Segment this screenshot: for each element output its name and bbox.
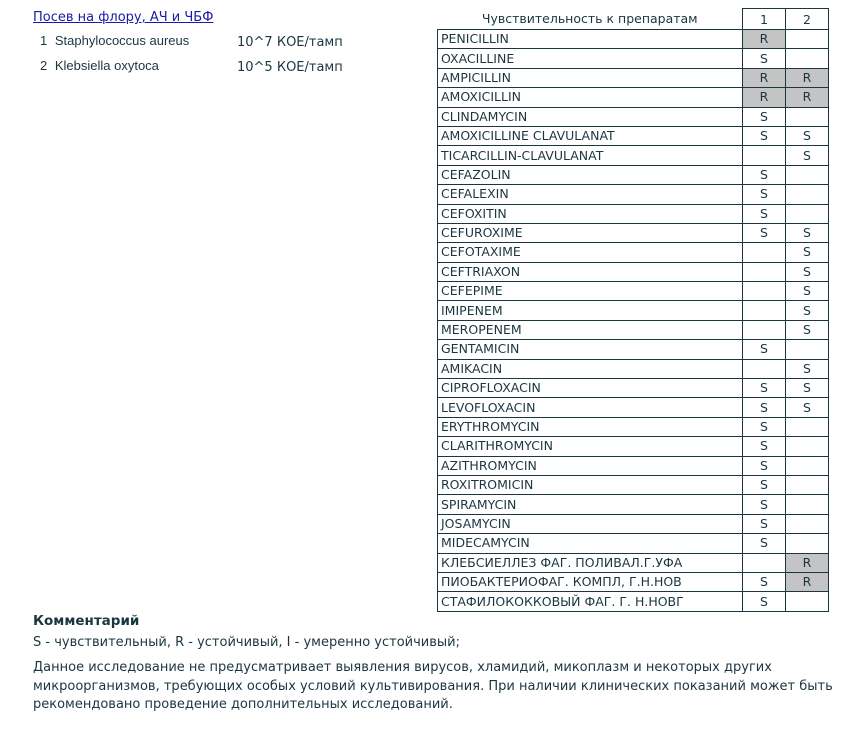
result-cell-2: S bbox=[786, 320, 829, 339]
result-cell-2: S bbox=[786, 223, 829, 242]
table-row bbox=[438, 437, 829, 456]
drug-name: ERYTHROMYCIN bbox=[438, 417, 743, 436]
drug-name: CEFTRIAXON bbox=[438, 262, 743, 281]
drug-name: CEFALEXIN bbox=[438, 185, 743, 204]
result-cell-1 bbox=[743, 553, 786, 572]
result-cell-1: S bbox=[743, 495, 786, 514]
result-cell-1: S bbox=[743, 107, 786, 126]
table-row bbox=[438, 204, 829, 223]
table-row bbox=[438, 592, 829, 611]
drug-name: CEFAZOLIN bbox=[438, 165, 743, 184]
table-header-title: Чувствительность к препаратам bbox=[481, 11, 698, 27]
table-row bbox=[438, 49, 829, 68]
drug-name: CEFEPIME bbox=[438, 282, 743, 301]
drug-name: PENICILLIN bbox=[438, 30, 743, 49]
result-cell-2 bbox=[786, 185, 829, 204]
drug-name: СТАФИЛОКОККОВЫЙ ФАГ. Г. Н.НОВГ bbox=[438, 592, 743, 611]
drug-name: MEROPENEM bbox=[438, 320, 743, 339]
table-row bbox=[438, 30, 829, 49]
table-row bbox=[438, 243, 829, 262]
drug-name: CEFOXITIN bbox=[438, 204, 743, 223]
result-cell-2 bbox=[786, 514, 829, 533]
result-cell-2 bbox=[786, 456, 829, 475]
result-cell-2: S bbox=[786, 282, 829, 301]
organism-number: 1 bbox=[40, 33, 48, 48]
result-cell-1: S bbox=[743, 437, 786, 456]
result-cell-2 bbox=[786, 165, 829, 184]
drug-name: CEFUROXIME bbox=[438, 223, 743, 242]
table-row bbox=[438, 553, 829, 572]
drug-name: GENTAMICIN bbox=[438, 340, 743, 359]
table-row bbox=[438, 379, 829, 398]
result-cell-2: S bbox=[786, 398, 829, 417]
result-cell-1 bbox=[743, 146, 786, 165]
result-cell-2 bbox=[786, 592, 829, 611]
result-cell-1: S bbox=[743, 126, 786, 145]
result-cell-1: S bbox=[743, 475, 786, 494]
result-cell-1: S bbox=[743, 49, 786, 68]
result-cell-2: S bbox=[786, 126, 829, 145]
table-row bbox=[438, 282, 829, 301]
result-cell-1: S bbox=[743, 534, 786, 553]
result-cell-1: S bbox=[743, 572, 786, 591]
table-row bbox=[438, 534, 829, 553]
result-cell-2: S bbox=[786, 262, 829, 281]
result-cell-2 bbox=[786, 495, 829, 514]
result-cell-2: R bbox=[786, 572, 829, 591]
column-header-1: 1 bbox=[743, 9, 786, 30]
result-cell-1: R bbox=[743, 68, 786, 87]
table-row bbox=[438, 126, 829, 145]
organism-name: Staphylococcus aureus bbox=[54, 33, 190, 48]
drug-name: AMIKACIN bbox=[438, 359, 743, 378]
drug-name: CLINDAMYCIN bbox=[438, 107, 743, 126]
organism-number: 2 bbox=[40, 58, 48, 73]
result-cell-2 bbox=[786, 534, 829, 553]
table-row bbox=[438, 223, 829, 242]
result-cell-1: S bbox=[743, 165, 786, 184]
drug-name: MIDECAMYCIN bbox=[438, 534, 743, 553]
drug-name: ROXITROMICIN bbox=[438, 475, 743, 494]
result-cell-1: S bbox=[743, 514, 786, 533]
organism-1 bbox=[40, 33, 189, 48]
result-cell-1: S bbox=[743, 185, 786, 204]
result-cell-1: S bbox=[743, 379, 786, 398]
drug-name: TICARCILLIN-CLAVULANAT bbox=[438, 146, 743, 165]
table-row bbox=[438, 495, 829, 514]
result-cell-1: R bbox=[743, 30, 786, 49]
drug-name: AZITHROMYCIN bbox=[438, 456, 743, 475]
result-cell-2: S bbox=[786, 243, 829, 262]
table-row bbox=[438, 146, 829, 165]
drug-name: CEFOTAXIME bbox=[438, 243, 743, 262]
organism-1-cfu: 10^7 КОЕ/тамп bbox=[237, 35, 343, 50]
drug-name: CIPROFLOXACIN bbox=[438, 379, 743, 398]
result-cell-2 bbox=[786, 49, 829, 68]
drug-name: LEVOFLOXACIN bbox=[438, 398, 743, 417]
table-row bbox=[438, 359, 829, 378]
organism-2-cfu: 10^5 КОЕ/тамп bbox=[237, 60, 343, 75]
result-cell-2 bbox=[786, 107, 829, 126]
result-cell-2 bbox=[786, 437, 829, 456]
result-cell-2: S bbox=[786, 359, 829, 378]
comment-note: Данное исследование не предусматривает выявления вирусов, хламидий, микоплазм и некоторых других микроорганизмов, требующих особых условий культивирования. При наличии клинических показаний может быть рекомендовано проведение дополнительных исследований. bbox=[33, 660, 833, 712]
drug-name: КЛЕБСИЕЛЛЕЗ ФАГ. ПОЛИВАЛ.Г.УФА bbox=[438, 553, 743, 572]
comment-legend: S - чувствительный, R - устойчивый, I - умеренно устойчивый; bbox=[33, 635, 460, 650]
organism-2 bbox=[40, 58, 159, 73]
table-row bbox=[438, 68, 829, 87]
result-cell-1: S bbox=[743, 223, 786, 242]
result-cell-1: S bbox=[743, 204, 786, 223]
table-row bbox=[438, 514, 829, 533]
test-title-link[interactable]: Посев на флору, АЧ и ЧБФ bbox=[33, 10, 214, 25]
table-row bbox=[438, 320, 829, 339]
result-cell-1: S bbox=[743, 398, 786, 417]
table-row bbox=[438, 185, 829, 204]
table-row bbox=[438, 340, 829, 359]
table-row bbox=[438, 572, 829, 591]
table-row bbox=[438, 456, 829, 475]
drug-name: CLARITHROMYCIN bbox=[438, 437, 743, 456]
organism-name: Klebsiella oxytoca bbox=[54, 58, 159, 73]
table-row bbox=[438, 417, 829, 436]
result-cell-2 bbox=[786, 417, 829, 436]
result-cell-2: S bbox=[786, 301, 829, 320]
column-header-2: 2 bbox=[786, 9, 829, 30]
drug-name: AMOXICILLINE CLAVULANAT bbox=[438, 126, 743, 145]
result-cell-1: S bbox=[743, 340, 786, 359]
result-cell-2 bbox=[786, 475, 829, 494]
table-row bbox=[438, 165, 829, 184]
result-cell-1 bbox=[743, 282, 786, 301]
result-cell-2 bbox=[786, 30, 829, 49]
table-row bbox=[438, 262, 829, 281]
result-cell-2: R bbox=[786, 68, 829, 87]
table-header-row bbox=[438, 9, 829, 30]
result-cell-1: S bbox=[743, 456, 786, 475]
table-row bbox=[438, 398, 829, 417]
drug-name: JOSAMYCIN bbox=[438, 514, 743, 533]
drug-name: AMOXICILLIN bbox=[438, 88, 743, 107]
result-cell-1 bbox=[743, 359, 786, 378]
result-cell-2 bbox=[786, 204, 829, 223]
result-cell-2 bbox=[786, 340, 829, 359]
table-row bbox=[438, 88, 829, 107]
drug-name: ПИОБАКТЕРИОФАГ. КОМПЛ, Г.Н.НОВ bbox=[438, 572, 743, 591]
result-cell-2: S bbox=[786, 146, 829, 165]
result-cell-1: S bbox=[743, 592, 786, 611]
drug-name: IMIPENEM bbox=[438, 301, 743, 320]
comment-title: Комментарий bbox=[33, 613, 140, 629]
result-cell-2: R bbox=[786, 88, 829, 107]
drug-name: OXACILLINE bbox=[438, 49, 743, 68]
result-cell-1: S bbox=[743, 417, 786, 436]
result-cell-1 bbox=[743, 320, 786, 339]
table-row bbox=[438, 301, 829, 320]
result-cell-1: R bbox=[743, 88, 786, 107]
result-cell-1 bbox=[743, 243, 786, 262]
result-cell-1 bbox=[743, 262, 786, 281]
table-row bbox=[438, 107, 829, 126]
table-row bbox=[438, 475, 829, 494]
drug-name: AMPICILLIN bbox=[438, 68, 743, 87]
sensitivity-table bbox=[437, 8, 829, 612]
result-cell-2: S bbox=[786, 379, 829, 398]
result-cell-1 bbox=[743, 301, 786, 320]
drug-name: SPIRAMYCIN bbox=[438, 495, 743, 514]
result-cell-2: R bbox=[786, 553, 829, 572]
